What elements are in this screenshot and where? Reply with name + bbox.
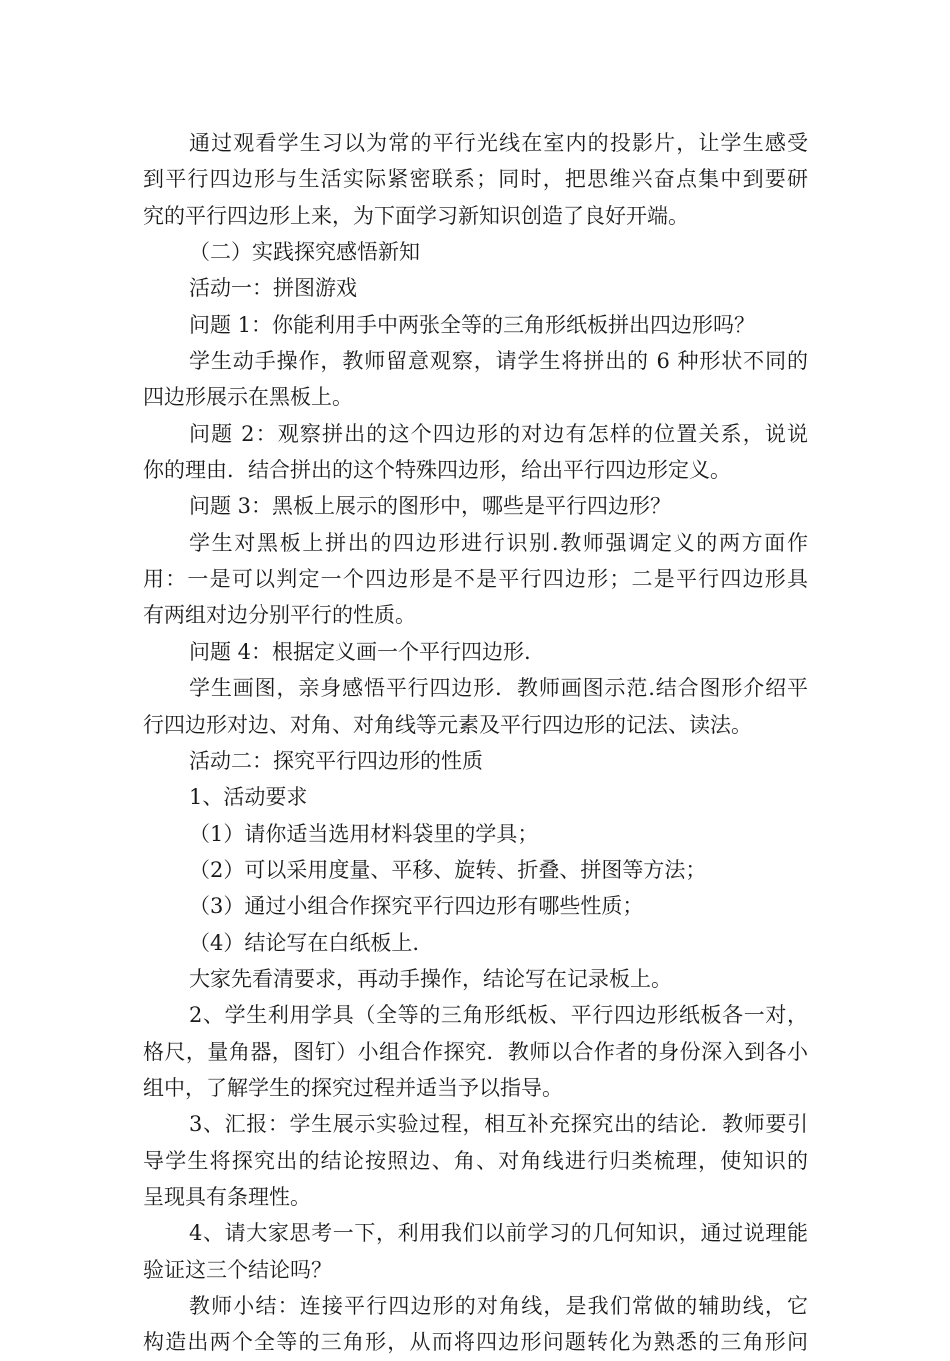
text-line: 2、学生利用学具（全等的三角形纸板、平行四边形纸板各一对， xyxy=(189,1003,808,1028)
text-line: 教师小结：连接平行四边形的对角线，是我们常做的辅助线，它 xyxy=(189,1294,808,1318)
text-line: 活动一：拼图游戏 xyxy=(189,276,357,301)
text-line: 构造出两个全等的三角形，从而将四边形问题转化为熟悉的三角形问 xyxy=(143,1330,808,1355)
text-line: 用：一是可以判定一个四边形是不是平行四边形；二是平行四边形具 xyxy=(143,567,808,592)
text-line: 学生对黑板上拼出的四边形进行识别.教师强调定义的两方面作 xyxy=(189,530,808,555)
text-line: 学生画图，亲身感悟平行四边形．教师画图示范.结合图形介绍平 xyxy=(189,676,808,701)
text-line: 问题 3：黑板上展示的图形中，哪些是平行四边形？ xyxy=(189,494,672,519)
text-line: 有两组对边分别平行的性质。 xyxy=(143,603,416,628)
text-line: 导学生将探究出的结论按照边、角、对角线进行归类梳理，使知识的 xyxy=(143,1148,808,1173)
text-line: 问题 4：根据定义画一个平行四边形. xyxy=(189,639,531,664)
text-line: 行四边形对边、对角、对角线等元素及平行四边形的记法、读法。 xyxy=(143,712,752,737)
text-line: 学生动手操作，教师留意观察，请学生将拼出的 6 种形状不同的 xyxy=(189,349,808,374)
text-line: 到平行四边形与生活实际紧密联系；同时，把思维兴奋点集中到要研 xyxy=(143,167,808,192)
text-line: 格尺，量角器，图钉）小组合作探究．教师以合作者的身份深入到各小 xyxy=(143,1039,808,1064)
text-line: （3）通过小组合作探究平行四边形有哪些性质； xyxy=(189,894,644,919)
text-line: 1、活动要求 xyxy=(189,785,308,810)
text-line: 你的理由．结合拼出的这个特殊四边形，给出平行四边形定义。 xyxy=(143,458,731,483)
text-line: 四边形展示在黑板上。 xyxy=(143,385,353,410)
text-line: （4）结论写在白纸板上. xyxy=(189,930,420,955)
text-line: 大家先看清要求，再动手操作，结论写在记录板上。 xyxy=(189,966,672,991)
text-line: 活动二：探究平行四边形的性质 xyxy=(189,748,483,773)
document-page xyxy=(143,125,808,1361)
text-line: 验证这三个结论吗？ xyxy=(143,1257,332,1282)
text-line: 究的平行四边形上来，为下面学习新知识创造了良好开端。 xyxy=(143,203,689,228)
text-line: 呈现具有条理性。 xyxy=(143,1184,311,1209)
text-line: （二）实践探究感悟新知 xyxy=(189,240,420,265)
text-line: （1）请你适当选用材料袋里的学具； xyxy=(189,821,539,846)
text-line: 通过观看学生习以为常的平行光线在室内的投影片，让学生感受 xyxy=(189,131,808,155)
text-line: 问题 1：你能利用手中两张全等的三角形纸板拼出四边形吗？ xyxy=(189,312,756,337)
text-line: 问题 2：观察拼出的这个四边形的对边有怎样的位置关系，说说 xyxy=(189,421,808,446)
text-line: 4、请大家思考一下，利用我们以前学习的几何知识，通过说理能 xyxy=(189,1221,808,1246)
text-line: （2）可以采用度量、平移、旋转、折叠、拼图等方法； xyxy=(189,857,707,882)
text-line: 组中，了解学生的探究过程并适当予以指导。 xyxy=(143,1075,563,1100)
text-line: 3、汇报：学生展示实验过程，相互补充探究出的结论．教师要引 xyxy=(189,1112,808,1137)
